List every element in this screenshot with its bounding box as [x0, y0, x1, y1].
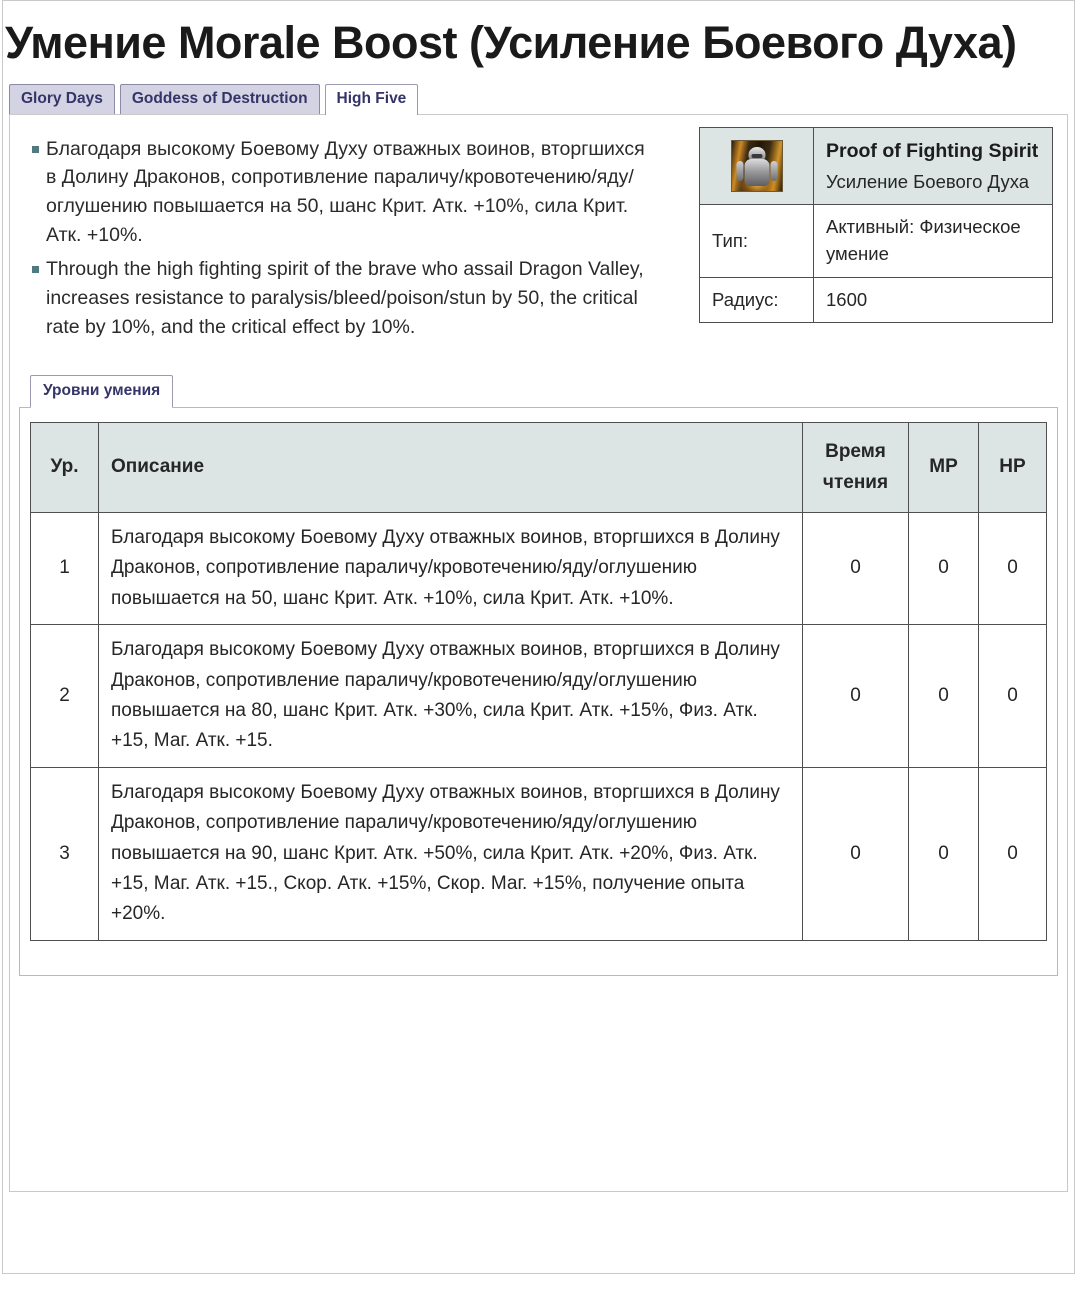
version-tab-panel — [9, 114, 1068, 1192]
skill-name-en: Proof of Fighting Spirit — [826, 139, 1039, 162]
cell-level: 3 — [31, 767, 99, 940]
bullet-square-icon — [32, 266, 39, 273]
cell-level: 1 — [31, 513, 99, 625]
list-item — [46, 135, 648, 250]
infobox-value-radius: 1600 — [814, 277, 1053, 323]
infobox-title-cell — [814, 127, 1053, 205]
col-header-mp: MP — [909, 423, 979, 513]
cell-cast-time: 0 — [803, 625, 909, 768]
bullet-square-icon — [32, 146, 39, 153]
infobox-icon-cell — [700, 127, 814, 205]
cell-description: Благодаря высокому Боевому Духу отважных воинов, вторгшихся в Долину Драконов, сопротивление параличу/кровотечению/яду/оглушению повышается на 90, шанс Крит. Атк. +50%, сила Крит. Атк. +20%, Физ. Атк. +15, Маг. Атк. +15., Скор. Атк. +15%, Скор. Маг. +15%, получение опыта +20%. — [99, 767, 803, 940]
tab-glory-days[interactable]: Glory Days — [9, 84, 115, 114]
col-header-description: Описание — [99, 423, 803, 513]
tab-goddess-of-destruction[interactable]: Goddess of Destruction — [120, 84, 320, 114]
description-en: Through the high fighting spirit of the brave who assail Dragon Valley, increases resistance to paralysis/bleed/poison/stun by 50, the critical rate by 10%, and the critical effect by 10%. — [46, 258, 644, 338]
cell-hp: 0 — [979, 625, 1047, 768]
cell-hp: 0 — [979, 513, 1047, 625]
infobox-value-type: Активный: Физическое умение — [814, 205, 1053, 277]
description-ru: Благодаря высокому Боевому Духу отважных воинов, вторгшихся в Долину Драконов, сопротивление параличу/кровотечению/яду/оглушению повышается на 50, шанс Крит. Атк. +10%, сила Крит. Атк. +10%. — [46, 137, 645, 246]
cell-description: Благодаря высокому Боевому Духу отважных воинов, вторгшихся в Долину Драконов, сопротивление параличу/кровотечению/яду/оглушению повышается на 50, шанс Крит. Атк. +10%, сила Крит. Атк. +10%. — [99, 513, 803, 625]
torso-shape — [744, 159, 769, 186]
skill-levels-table — [30, 422, 1047, 940]
tab-skill-levels[interactable]: Уровни умения — [30, 375, 173, 408]
page-title: Умение Morale Boost (Усиление Боевого Духа) — [5, 17, 1017, 68]
col-header-level: Ур. — [31, 423, 99, 513]
page-frame — [2, 0, 1075, 1274]
skill-levels-panel — [19, 407, 1058, 975]
table-row — [31, 625, 1047, 768]
skill-levels-section — [18, 377, 1059, 975]
infobox-label-type: Тип: — [700, 205, 814, 277]
version-tabs — [3, 84, 1074, 114]
cell-cast-time: 0 — [803, 513, 909, 625]
cell-mp: 0 — [909, 513, 979, 625]
skill-levels-tabstrip — [18, 377, 1059, 407]
col-header-hp: HP — [979, 423, 1047, 513]
armored-warrior-skill-icon — [731, 140, 783, 192]
table-row — [31, 513, 1047, 625]
infobox-row-type — [700, 205, 1053, 277]
cell-description: Благодаря высокому Боевому Духу отважных воинов, вторгшихся в Долину Драконов, сопротивление параличу/кровотечению/яду/оглушению повышается на 80, шанс Крит. Атк. +30%, сила Крит. Атк. +15%, Физ. Атк. +15, Маг. Атк. +15. — [99, 625, 803, 768]
description-bullet-list — [18, 135, 648, 348]
table-header-row — [31, 423, 1047, 513]
col-header-cast-time: Время чтения — [803, 423, 909, 513]
skill-name-ru: Усиление Боевого Духа — [826, 170, 1030, 192]
cell-mp: 0 — [909, 625, 979, 768]
infobox-header-row — [700, 127, 1053, 205]
table-row — [31, 767, 1047, 940]
cell-hp: 0 — [979, 767, 1047, 940]
cell-cast-time: 0 — [803, 767, 909, 940]
infobox-label-radius: Радиус: — [700, 277, 814, 323]
cell-level: 2 — [31, 625, 99, 768]
summary-section — [18, 125, 1059, 348]
tab-high-five[interactable]: High Five — [325, 84, 419, 115]
cell-mp: 0 — [909, 767, 979, 940]
skill-infobox — [699, 127, 1053, 324]
infobox-row-radius — [700, 277, 1053, 323]
list-item — [46, 255, 648, 341]
